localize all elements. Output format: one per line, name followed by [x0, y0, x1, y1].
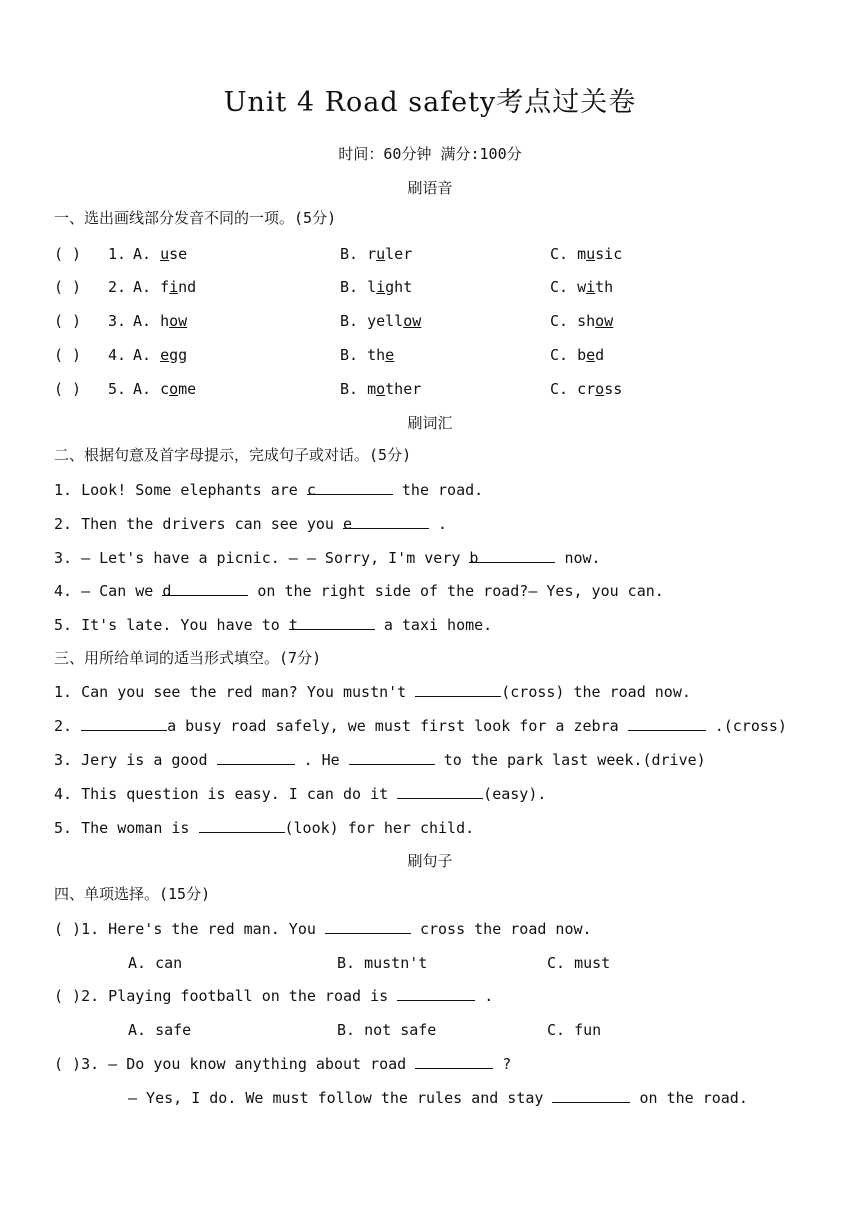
- word-part: c: [160, 380, 170, 398]
- part2-title: 二、根据句意及首字母提示，完成句子或对话。(5分): [54, 446, 412, 464]
- option-label: B.: [340, 245, 359, 263]
- option-b[interactable]: [340, 311, 421, 331]
- hint-letter: b: [469, 549, 479, 567]
- question-tail: a taxi home.: [374, 616, 493, 634]
- word-part: gg: [169, 346, 188, 364]
- question-tail: .: [428, 515, 448, 533]
- word-part: r: [367, 245, 377, 263]
- part4-question-3-line-2: [128, 1088, 748, 1108]
- part3-q1-text: 1. Can you see the red man? You mustn't: [54, 683, 416, 701]
- part3-q5-text: 5. The woman is: [54, 819, 199, 837]
- option-label: A.: [133, 245, 152, 263]
- question-text: 2. Then the drivers can see you: [54, 515, 343, 533]
- part4-q3-answer-tail: on the road.: [630, 1089, 748, 1107]
- underlined-letters: e: [385, 346, 395, 364]
- underlined-letters: ow: [169, 312, 188, 330]
- part3-q3-text: 3. Jery is a good: [54, 751, 217, 769]
- underlined-letters: i: [586, 278, 596, 296]
- answer-blank[interactable]: [199, 818, 285, 833]
- underlined-letters: ow: [595, 312, 614, 330]
- part2-question-row: [54, 581, 664, 601]
- word-part: f: [160, 278, 170, 296]
- word-part: th: [367, 346, 386, 364]
- part2-question-row: [54, 514, 447, 534]
- answer-blank[interactable]: [342, 514, 429, 533]
- part3-question-5: [54, 818, 474, 838]
- part3-q3-tail: to the park last week.(drive): [434, 751, 706, 769]
- word-part: ght: [385, 278, 413, 296]
- answer-blank[interactable]: [397, 986, 475, 1001]
- answer-blank[interactable]: [306, 480, 393, 499]
- question-text: 4. — Can we: [54, 582, 163, 600]
- section-heading-vocabulary: 刷词汇: [407, 414, 453, 432]
- option-label: C.: [550, 380, 569, 398]
- word-part: m: [367, 380, 377, 398]
- answer-blank[interactable]: [162, 581, 248, 600]
- answer-blank[interactable]: [552, 1088, 630, 1103]
- part4-q1-option-c[interactable]: C. must: [547, 954, 611, 972]
- underlined-letters: ow: [403, 312, 422, 330]
- option-c[interactable]: [550, 244, 622, 264]
- option-c[interactable]: [550, 345, 604, 365]
- page-subtitle: 时间：60分钟 满分:100分: [338, 145, 522, 163]
- option-label: C.: [550, 312, 569, 330]
- option-label: A.: [133, 380, 152, 398]
- option-a[interactable]: [133, 345, 187, 365]
- page-title: Unit 4 Road safety考点过关卷: [223, 87, 637, 118]
- option-label: A.: [133, 312, 152, 330]
- part4-q1-option-a[interactable]: A. can: [128, 954, 183, 972]
- answer-blank[interactable]: [325, 919, 411, 934]
- part4-question-1: [54, 919, 592, 939]
- question-tail: now.: [555, 549, 601, 567]
- hint-letter: e: [342, 515, 353, 533]
- part4-q2-option-a[interactable]: A. safe: [128, 1021, 192, 1039]
- word-part: m: [577, 245, 587, 263]
- part3-q1-tail: (cross) the road now.: [501, 683, 691, 701]
- answer-blank[interactable]: [415, 1054, 493, 1069]
- option-label: B.: [340, 278, 359, 296]
- question-tail: the road.: [392, 481, 484, 499]
- part3-question-1: [54, 682, 691, 702]
- underlined-letters: i: [169, 278, 179, 296]
- part3-q4-tail: (easy).: [483, 785, 547, 803]
- part4-q1-tail: cross the road now.: [410, 920, 592, 938]
- part4-question-3: [54, 1054, 511, 1074]
- underlined-letters: u: [376, 245, 386, 263]
- answer-blank[interactable]: [288, 615, 375, 634]
- option-b[interactable]: [340, 244, 412, 264]
- part3-q2-num: 2.: [54, 717, 82, 735]
- answer-blank[interactable]: [415, 682, 501, 697]
- option-c[interactable]: [550, 379, 622, 399]
- part4-q2-option-c[interactable]: C. fun: [547, 1021, 602, 1039]
- answer-paren[interactable]: ( ): [54, 380, 82, 398]
- question-number: 5.: [108, 380, 127, 398]
- word-part: yell: [367, 312, 404, 330]
- part4-q2-tail: .: [475, 987, 494, 1005]
- part4-q3-answer-text: — Yes, I do. We must follow the rules and stay: [128, 1089, 553, 1107]
- question-tail: on the right side of the road?— Yes, you can.: [248, 582, 664, 600]
- part3-q2-text: a busy road safely, we must first look for a zebra: [167, 717, 628, 735]
- part3-question-3: [54, 750, 706, 770]
- question-number: 3.: [108, 312, 127, 330]
- option-label: A.: [133, 346, 152, 364]
- question-text: 5. It's late. You have to: [54, 616, 289, 634]
- underlined-letters: u: [586, 245, 596, 263]
- section-heading-sentences: 刷句子: [407, 852, 453, 870]
- part1-title: 一、选出画线部分发音不同的一项。(5分): [54, 209, 337, 227]
- option-label: A.: [133, 278, 152, 296]
- section-heading-pronunciation: 刷语音: [407, 179, 453, 197]
- hint-letter: d: [162, 582, 172, 600]
- answer-blank[interactable]: [217, 750, 295, 765]
- word-part: se: [169, 245, 188, 263]
- answer-blank[interactable]: [469, 548, 555, 567]
- part3-question-4: [54, 784, 546, 804]
- part4-q2-option-b[interactable]: B. not safe: [337, 1021, 437, 1039]
- underlined-letters: o: [376, 380, 386, 398]
- question-number: 2.: [108, 278, 127, 296]
- option-c[interactable]: [550, 277, 613, 297]
- part3-q3-mid: . He: [294, 751, 349, 769]
- question-text: 3. — Let's have a picnic. — — Sorry, I'm very: [54, 549, 470, 567]
- option-label: C.: [550, 346, 569, 364]
- part2-question-row: [54, 480, 483, 500]
- option-label: B.: [340, 346, 359, 364]
- word-part: th: [595, 278, 614, 296]
- answer-paren[interactable]: ( ): [54, 312, 82, 330]
- answer-blank[interactable]: [397, 784, 483, 799]
- answer-blank[interactable]: [349, 750, 435, 765]
- question-text: 1. Look! Some elephants are: [54, 481, 307, 499]
- option-a[interactable]: [133, 379, 196, 399]
- option-a[interactable]: [133, 277, 196, 297]
- underlined-letters: e: [586, 346, 596, 364]
- word-part: h: [160, 312, 170, 330]
- underlined-letters: o: [595, 380, 605, 398]
- underlined-letters: o: [169, 380, 179, 398]
- word-part: ler: [385, 245, 413, 263]
- part4-q2-text: ( )2. Playing football on the road is: [54, 987, 398, 1005]
- underlined-letters: e: [160, 346, 170, 364]
- word-part: b: [577, 346, 587, 364]
- answer-blank[interactable]: [628, 716, 706, 731]
- underlined-letters: u: [160, 245, 170, 263]
- part3-q4-text: 4. This question is easy. I can do it: [54, 785, 398, 803]
- word-part: cr: [577, 380, 596, 398]
- word-part: l: [367, 278, 377, 296]
- part3-question-2: [54, 716, 787, 736]
- option-label: B.: [340, 380, 359, 398]
- word-part: nd: [178, 278, 197, 296]
- option-label: B.: [340, 312, 359, 330]
- part3-title: 三、用所给单词的适当形式填空。(7分): [54, 649, 322, 667]
- option-b[interactable]: [340, 379, 421, 399]
- option-b[interactable]: [340, 345, 394, 365]
- question-number: 4.: [108, 346, 127, 364]
- part4-title: 四、单项选择。(15分): [54, 885, 211, 903]
- underlined-letters: i: [376, 278, 386, 296]
- word-part: sh: [577, 312, 596, 330]
- option-a[interactable]: [133, 244, 187, 264]
- answer-paren[interactable]: ( ): [54, 278, 82, 296]
- word-part: sic: [595, 245, 623, 263]
- part4-q1-option-b[interactable]: B. mustn't: [337, 954, 428, 972]
- answer-blank[interactable]: [81, 716, 167, 731]
- answer-paren[interactable]: ( ): [54, 245, 82, 263]
- option-a[interactable]: [133, 311, 187, 331]
- option-label: C.: [550, 245, 569, 263]
- option-b[interactable]: [340, 277, 412, 297]
- question-number: 1.: [108, 245, 127, 263]
- option-label: C.: [550, 278, 569, 296]
- hint-letter: t: [288, 616, 298, 634]
- word-part: ther: [385, 380, 422, 398]
- part4-q3-tail: ?: [493, 1055, 512, 1073]
- word-part: me: [178, 380, 197, 398]
- part3-q5-tail: (look) for her child.: [284, 819, 475, 837]
- part3-q2-tail: .(cross): [705, 717, 787, 735]
- option-c[interactable]: [550, 311, 613, 331]
- hint-letter: c: [306, 481, 316, 499]
- word-part: w: [577, 278, 587, 296]
- word-part: ss: [604, 380, 623, 398]
- part2-question-row: [54, 615, 492, 635]
- part4-q3-text: ( )3. — Do you know anything about road: [54, 1055, 416, 1073]
- part4-q1-text: ( )1. Here's the red man. You: [54, 920, 325, 938]
- part4-question-2: [54, 986, 493, 1006]
- part2-question-row: [54, 548, 601, 568]
- word-part: d: [595, 346, 605, 364]
- answer-paren[interactable]: ( ): [54, 346, 82, 364]
